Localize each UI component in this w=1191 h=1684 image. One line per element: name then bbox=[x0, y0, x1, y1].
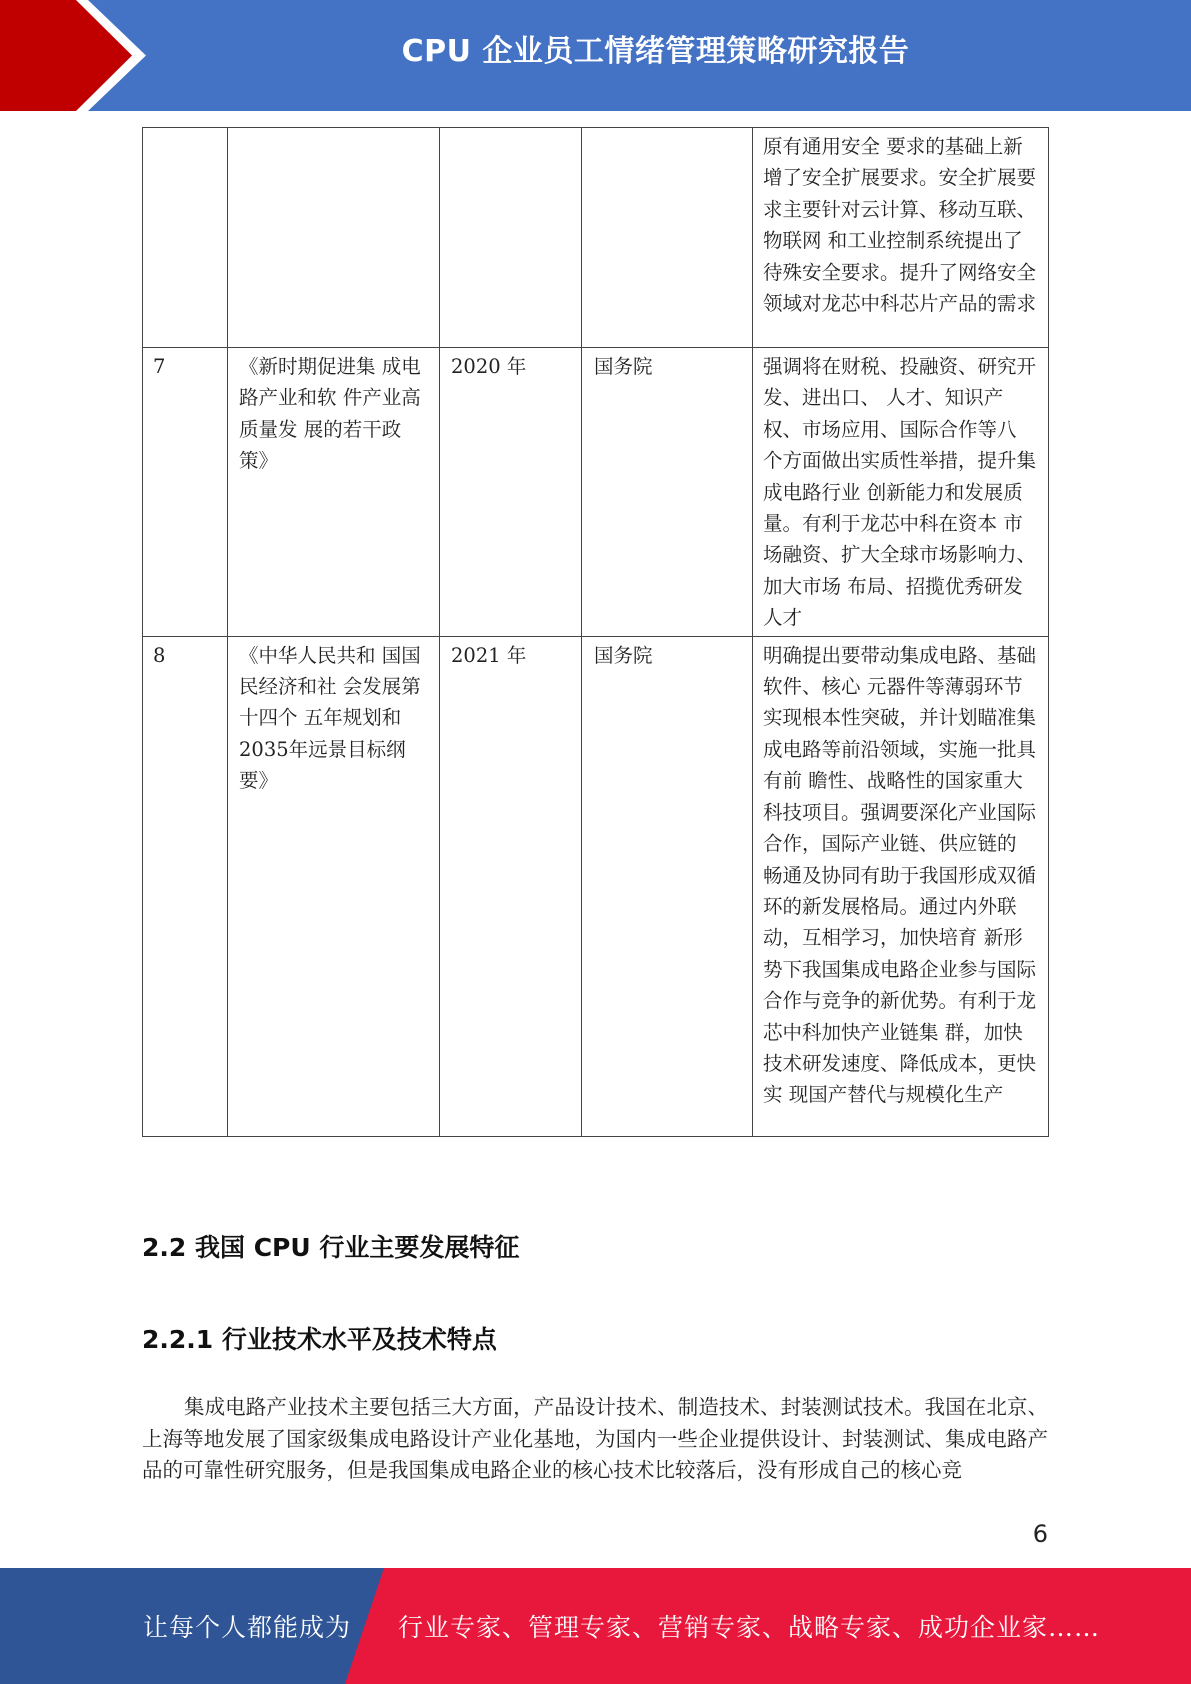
table-row bbox=[143, 636, 1049, 1136]
section-heading: 2.2 我国 CPU 行业主要发展特征 bbox=[142, 1233, 520, 1262]
footer-slogan-right: 行业专家、管理专家、营销专家、战略专家、成功企业家…… bbox=[398, 1613, 1101, 1642]
policy-table bbox=[142, 127, 1049, 1137]
cell-number: 8 bbox=[143, 636, 228, 1136]
cell-description: 强调将在财税、投融资、研究开发、进出口、 人才、知识产权、市场应用、国际合作等八 个方面做出实质性举措，提升集成电路行业 创新能力和发展质量。有利于龙芯中科在资本 市场融资、扩大全球市场影响力、加大市场 布局、招揽优秀研发人才 bbox=[753, 348, 1049, 637]
cell-policy-name bbox=[228, 128, 440, 348]
footer-slogan-left: 让每个人都能成为 bbox=[143, 1613, 352, 1642]
cell-description: 明确提出要带动集成电路、基础软件、核心 元器件等薄弱环节实现根本性突破，并计划瞄准集成电路等前沿领域，实施一批具有前 瞻性、战略性的国家重大科技项目。强调要深化产业国际合作，国际产业链、供应链的 畅通及协同有助于我国形成双循环的新发展格局。通过内外联动，互相学习，加快培育 新形势下我国集成电路企业参与国际合作与竞争的新优势。有利于龙芯中科加快产业链集 群，加快技术研发速度、降低成本，更快实 现国产替代与规模化生产 bbox=[753, 636, 1049, 1136]
page-footer bbox=[0, 1568, 1191, 1684]
header-title: CPU 企业员工情绪管理策略研究报告 bbox=[401, 34, 910, 69]
cell-issuer: 国务院 bbox=[582, 348, 753, 637]
cell-number bbox=[143, 128, 228, 348]
body-paragraph: 集成电路产业技术主要包括三大方面，产品设计技术、制造技术、封装测试技术。我国在北京、上海等地发展了国家级集成电路设计产业化基地，为国内一些企业提供设计、封装测试、集成电路产品的可靠性研究服务，但是我国集成电路企业的核心技术比较落后，没有形成自己的核心竞 bbox=[142, 1395, 1048, 1482]
page-header bbox=[0, 0, 1191, 111]
cell-policy-name: 《中华人民共和 国国民经济和社 会发展第十四个 五年规划和2035年远景目标纲要》 bbox=[228, 636, 440, 1136]
table-row bbox=[143, 348, 1049, 637]
cell-issuer: 国务院 bbox=[582, 636, 753, 1136]
cell-policy-name: 《新时期促进集 成电路产业和软 件产业高质量发 展的若干政策》 bbox=[228, 348, 440, 637]
cell-year: 2020 年 bbox=[440, 348, 582, 637]
subsection-heading: 2.2.1 行业技术水平及技术特点 bbox=[142, 1325, 497, 1354]
cell-year bbox=[440, 128, 582, 348]
cell-issuer bbox=[582, 128, 753, 348]
cell-number: 7 bbox=[143, 348, 228, 637]
cell-description: 原有通用安全 要求的基础上新增了安全扩展要求。安全扩展要求主要针对云计算、移动互联、物联网 和工业控制系统提出了待殊安全要求。提升了网络安全领域对龙芯中科芯片产品的需求 bbox=[753, 128, 1049, 348]
page-number: 6 bbox=[1032, 1520, 1048, 1548]
cell-year: 2021 年 bbox=[440, 636, 582, 1136]
table-row bbox=[143, 128, 1049, 348]
